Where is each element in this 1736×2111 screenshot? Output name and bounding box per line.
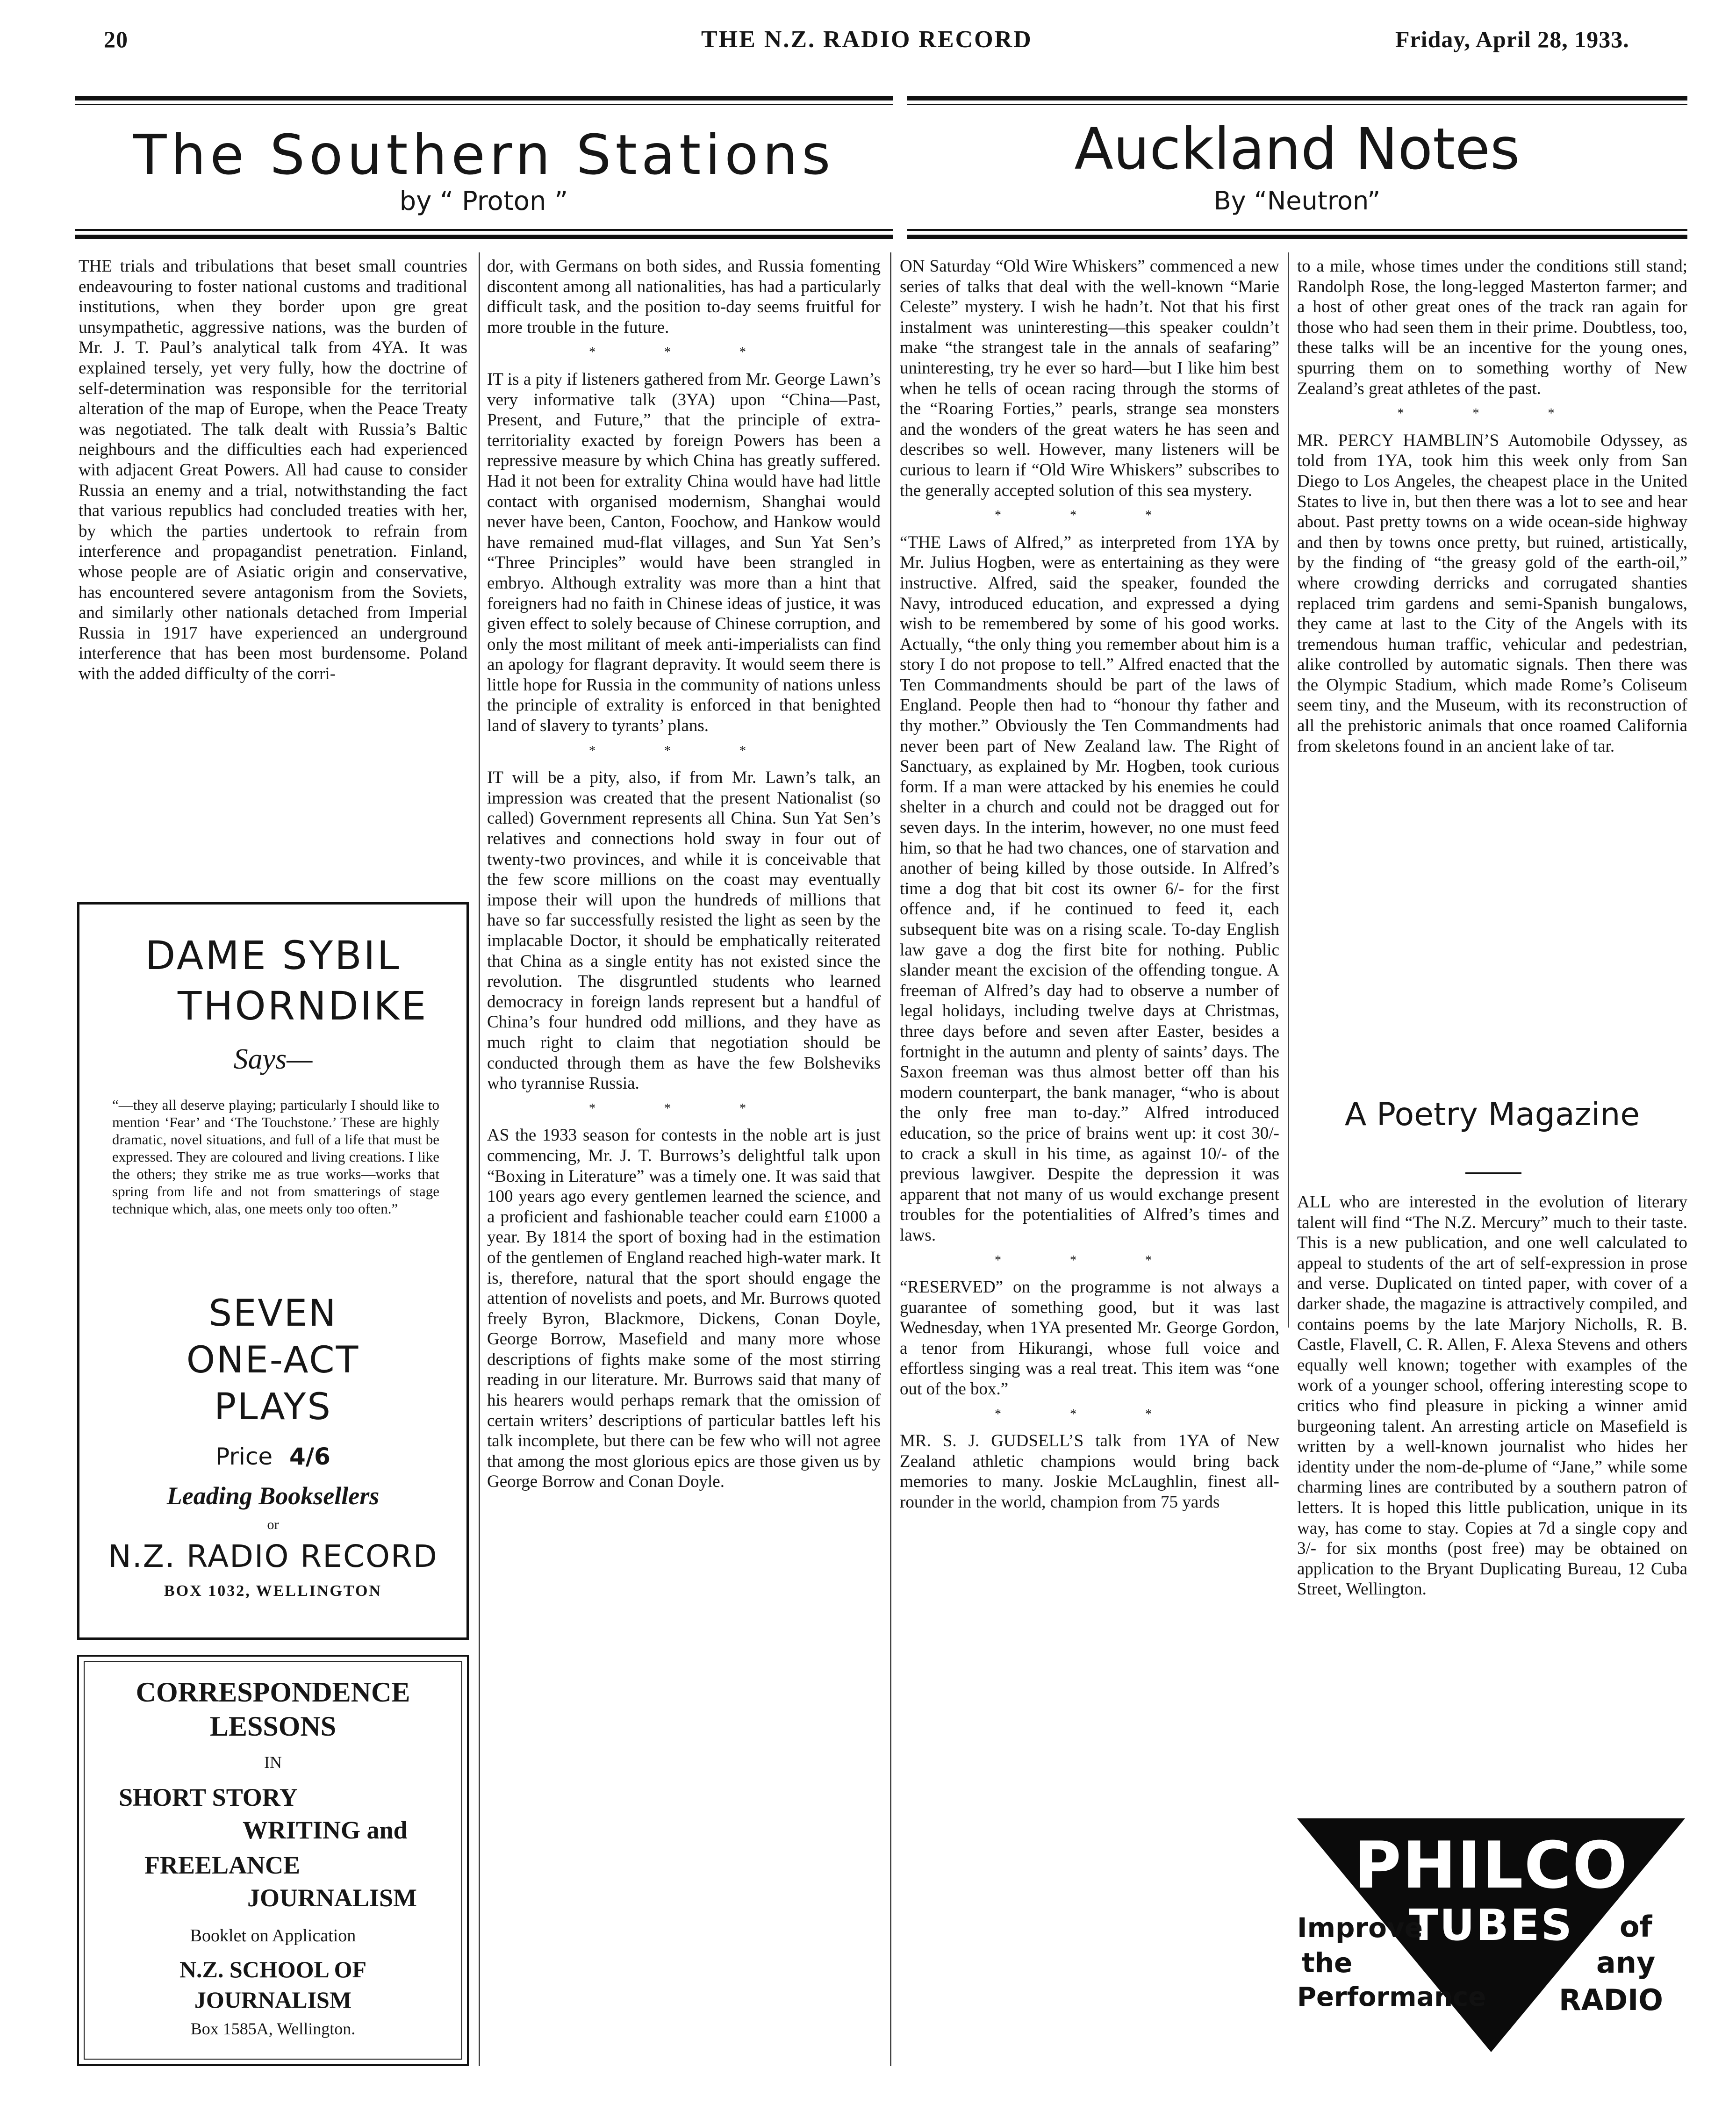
ad-booklet: Booklet on Application <box>190 1926 356 1946</box>
article-paragraph: IT will be a pity, also, if from Mr. Lawn’s talk, an impression was created that the present Nationalist (so called) Government represents all China. Sun Yat Sen’s relatives and connections hold sway in four out of twenty-two provinces, and while it is conceivable that the few score millions on the coast may eventually impose their will upon the hundreds of millions that have so far successfully resisted the light as seen by the implacable Doctor, it should be emphatically reiterated that China as a single entity has not existed since the revolution. The disgruntled students who learned democracy in foreign lands represent but a handful of China’s four hundred odd millions, and they have as much right to claim that negotiation should be conducted through them as have the few Bolsheviks who tyrannise Russia. <box>487 768 881 1093</box>
title-rule-right-thick <box>907 235 1687 239</box>
column-divider-2 <box>890 252 891 2066</box>
column-2-article <box>487 256 881 2065</box>
southern-stations-title: The Southern Stations <box>133 122 835 187</box>
ad-quote: “—they all deserve playing; particularly I should like to mention ‘Fear’ and ‘The Touchstone.’ These are highly dramatic, novel situations, and full of a life that must be expressed. They are coloured and living creations. I like the others; they strike me as true works—works that spring from life and not from smatterings of stage technique which, alas, one meets only too often.” <box>112 1097 439 1217</box>
poetry-title-rule <box>1465 1172 1521 1174</box>
separator-stars: * * * <box>995 1407 1184 1422</box>
thorndike-advertisement <box>77 902 469 1640</box>
ad-school-name: N.Z. SCHOOL OF <box>179 1956 367 1982</box>
title-rule-left <box>75 229 893 231</box>
issue-date: Friday, April 28, 1933. <box>1395 26 1629 52</box>
article-paragraph: THE trials and tribulations that beset small countries endeavouring to foster national customs and traditional institutions, when they border upon gre great unsympathetic, aggressive nations, was the burden of Mr. J. T. Paul’s analytical talk from 4YA. It was explained tersely, yet very fully, how the doctrine of self-determination was responsible for the territorial alteration of the map of Europe, when the Peace Treaty was negotiated. The talk dealt with Russia’s Baltic neighbours and the difficulties each had experienced with adjacent Great Powers. All had cause to consider Russia an enemy and a trial, notwithstanding the fact that various republics had concluded treaties with her, by which the parties undertook to refrain from interference and propagandist penetration. Finland, whose people are of Asiatic origin and conservative, has encountered severe antagonism from the Soviets, and similarly other nationals detached from Imperial Russia in 1917 have experienced an underground interference that has been most burdensome. Poland with the added difficulty of the corri- <box>79 257 467 683</box>
column-divider-3 <box>1288 252 1289 1328</box>
article-paragraph: ALL who are interested in the evolution of literary talent will find “The N.Z. Mercury” much to their taste. This is a new publication, and one well calculated to appeal to students of the art of self-expression in prose and verse. Duplicated on tinted paper, with cover of a darker shade, the magazine is attractively compiled, and contains poems by the late Marjory Nicholls, R. B. Castle, Flavell, C. R. Allen, F. Alexa Stevens and others equally well known; together with examples of the work of a younger school, offering interesting scope to critics who find pleasure in picking a winner amid burgeoning talent. An arresting article on Masefield is written by a well-known journalist who hides her identity under the nom-de-plume of “Jane,” while some charming lines are contributed by a southern patron of letters. It is hoped this little publication, unique in its way, has come to stay. Copies at 7d a single copy and 3/- for six months (post free) may be obtained on application to the Bryant Duplicating Bureau, 12 Cuba Street, Wellington. <box>1297 1192 1687 1599</box>
philco-performance: Performance <box>1297 1982 1486 2012</box>
philco-advertisement <box>1297 1818 1685 2061</box>
separator-stars: * * * <box>995 508 1184 523</box>
ad-seven: SEVEN <box>208 1292 337 1335</box>
column-1-article <box>79 256 467 920</box>
article-paragraph: MR. S. J. GUDSELL’S talk from 1YA of New Zealand athletic champions would bring back memories to many. Joskie McLaughlin, finest all-rounder in the world, champion from 75 yards <box>900 1431 1279 1512</box>
title-rule-right <box>907 229 1687 231</box>
philco-the: the <box>1302 1947 1353 1979</box>
ad-or: or <box>267 1517 279 1532</box>
column-4-article <box>1297 256 1687 1107</box>
ad-dame-sybil: DAME SYBIL <box>145 933 401 978</box>
ad-booksellers: Leading Booksellers <box>166 1482 380 1510</box>
auckland-notes-title: Auckland Notes <box>1074 116 1520 182</box>
ad-writing-and: WRITING and <box>243 1816 408 1844</box>
ad-says: Says— <box>233 1043 313 1075</box>
ad-address: BOX 1032, WELLINGTON <box>164 1582 382 1600</box>
top-rule-right <box>907 96 1687 101</box>
ad-price <box>79 1443 466 1470</box>
article-paragraph: ON Saturday “Old Wire Whiskers” commenced a new series of talks that deal with the well-known “Marie Celeste” mystery. I wish he hadn’t. Not that his first instalment was uninteresting—this speaker couldn’t make “the strangest tale in the annals of seafaring” uninteresting, try he ever so hard—but I like him best when he tells of ocean racing through the storms of the “Roaring Forties,” pearls, strange sea monsters and the wonders of the great waters he has seen and describes so well. However, many listeners will be curious to learn if “Old Wire Whiskers” subscribes to the generally accepted solution of this sea mystery. <box>900 257 1279 500</box>
ad-freelance: FREELANCE <box>144 1851 301 1879</box>
poetry-magazine-article <box>1297 1192 1687 1800</box>
top-rule-left <box>75 96 893 101</box>
ad-one-act: ONE-ACT <box>186 1339 360 1381</box>
poetry-magazine-title: A Poetry Magazine <box>1344 1096 1640 1133</box>
article-paragraph: AS the 1933 season for contests in the noble art is just commencing, Mr. J. T. Burrows’s delightful talk upon “Boxing in Literature” was a timely one. It was said that 100 years ago every gentlemen learned the science, and a proficient and fashionable teacher could earn £1000 a year. By 1814 the sport of boxing had in the estimation of the gentlemen of England reached high-water mark. It is, therefore, natural that the sport should engage the attention of novelists and poets, and Mr. Burrows quoted freely Byron, Blackmore, Dickens, Conan Doyle, George Borrow, Masefield and many more whose descriptions of fights make some of the most stirring reading in our literature. Mr. Burrows said that many of his hearers would perhaps remark that the omission of certain writers’ descriptions of particular battles left his talk incomplete, but there can be few who will not agree that among the most glorious epics are those given us by George Borrow and Conan Doyle. <box>487 1126 881 1492</box>
ad-journalism: JOURNALISM <box>247 1884 417 1912</box>
ad-radio-record: N.Z. RADIO RECORD <box>108 1538 438 1574</box>
article-paragraph: dor, with Germans on both sides, and Russia fomenting discontent among all nationalities, has had a particularly difficult task, and the position to-day seems fruitful for more trouble in the future. <box>487 257 881 337</box>
ad-plays: PLAYS <box>214 1386 332 1428</box>
article-paragraph: IT is a pity if listeners gathered from Mr. George Lawn’s very informative talk (3YA) upon “China—Past, Present, and Future,” that the principle of extra-territoriality exacted by foreign Powers has been a repressive measure by which China has greatly suffered. Had it not been for extrality China would have had little contact with organised modernism, Shanghai would never have been, Canton, Foochow, and Hankow would have remained mud-flat villages, and Sun Yat Sen’s “Three Principles” would have been strangled in embryo. Although extrality was more than a hint that foreigners had no faith in Chinese ideas of justice, it was given effect to solely because of Chinese corruption, and only the most militant of meek anti-imperialists can find an apology for flagrant depravity. It would seem there is little hope for Russia in the community of nations unless the principle of extrality is enforced in that benighted land of slavery to tyrants’ plans. <box>487 369 881 736</box>
top-rule-left-thin <box>75 104 893 105</box>
article-paragraph: “RESERVED” on the programme is not always a guarantee of something good, but it was last Wednesday, when 1YA presented Mr. George Gordon, a tenor from Hikurangi, whose full voice and effortless singing was a real treat. This item was “one out of the box.” <box>900 1278 1279 1399</box>
ad-school-journalism: JOURNALISM <box>194 1987 352 2013</box>
southern-stations-byline: by “ Proton ” <box>399 186 568 216</box>
correspondence-advertisement <box>77 1655 469 2066</box>
philco-improve: Improve <box>1297 1912 1423 1944</box>
top-rule-right-thin <box>907 104 1687 105</box>
ad-correspondence: CORRESPONDENCE <box>136 1677 410 1708</box>
ad-school-box: Box 1585A, Wellington. <box>190 2019 356 2038</box>
separator-stars: * * * <box>1397 406 1587 421</box>
ad-thorndike: THORNDIKE <box>178 983 428 1029</box>
philco-tubes: TUBES <box>1409 1900 1573 1950</box>
philco-radio: RADIO <box>1559 1983 1663 2017</box>
column-3-article <box>900 256 1279 2065</box>
separator-stars: * * * <box>589 1101 779 1116</box>
philco-any: any <box>1596 1946 1656 1980</box>
separator-stars: * * * <box>995 1253 1184 1268</box>
publication-name: THE N.Z. RADIO RECORD <box>701 26 1033 53</box>
ad-in: IN <box>264 1753 282 1772</box>
philco-brand: PHILCO <box>1354 1828 1628 1903</box>
page-number: 20 <box>104 26 128 52</box>
ad-short-story: SHORT STORY <box>119 1783 298 1811</box>
article-paragraph: to a mile, whose times under the conditions still stand; Randolph Rose, the long-legged Masterton farmer; and a host of other great ones of the track ran again for those who had seen them in their prime. Doubtless, too, these talks will be an incentive for the young ones, spurring them on to something worthy of New Zealand’s great athletes of the past. <box>1297 257 1687 398</box>
separator-stars: * * * <box>589 345 779 360</box>
article-paragraph: MR. PERCY HAMBLIN’S Automobile Odyssey, as told from 1YA, took him this week only from San Diego to Los Angeles, the cheapest place in the United States to live in, but then there was a lot to see and hear about. Past pretty towns on a wide ocean-side highway and then by towns once pretty, but ruined, artistically, by the finding of “the greasy gold of the earth-oil,” where crowding derricks and corrugated shanties replaced trim gardens and semi-Spanish bungalows, they came at last to the City of the Angels with its tremendous human traffic, vehicular and pedestrian, alike controlled by automatic signals. Then there was the Olympic Stadium, which made Rome’s Coliseum seem tiny, and the Museum, with its reconstruction of all the prehistoric animals that once roamed California from skeletons found in an ancient lake of tar. <box>1297 431 1687 756</box>
philco-of: of <box>1620 1910 1652 1944</box>
title-rule-left-thick <box>75 235 893 239</box>
auckland-notes-byline: By “Neutron” <box>1213 186 1381 215</box>
separator-stars: * * * <box>589 743 779 758</box>
ad-price-label: Price <box>215 1443 273 1470</box>
ad-price-value: 4/6 <box>289 1443 330 1470</box>
ad-lessons: LESSONS <box>209 1711 337 1742</box>
column-divider-1 <box>479 252 480 2066</box>
article-paragraph: “THE Laws of Alfred,” as interpreted from 1YA by Mr. Julius Hogben, were as entertaining as they were instructive. Alfred, said the speaker, founded the Navy, introduced education, and expressed a dying wish to be remembered by some of his good works. Actually, “the only thing you remember about him is a story I do not propose to tell.” Alfred enacted that the Ten Commandments should be part of the laws of England. People then had to “honour thy father and thy mother.” Obviously the Ten Commandments had never been part of New Zealand law. The Right of Sanctuary, as explained by Mr. Hogben, took curious form. If a man were attacked by his enemies he could shelter in a church and could not be dragged out for seven days. In the interim, however, no one must feed him, so that he had two chances, one of starvation and another of being killed by those outside. In Alfred’s time a dog that bit cost its owner 6/- for the first offence and, if he continued to feed it, each subsequent bite was on a rising scale. To-day English law gave a dog the first bite for nothing. Public slander meant the excision of the offending tongue. A freeman of Alfred’s day had to observe a number of legal holidays, including twelve days at Christmas, three days before and seven after Easter, besides a fortnight in the autumn and plenty of saints’ days. The Saxon freeman was thus almost better off than his modern counterpart, the bank manager, “who is about the only free man to-day.” Alfred introduced education, so the price of brains went up: it cost 30/- to crack a skull in his time, as against 10/- of the previous lawgiver. Despite the depression it was apparent that not many of us would exchange present troubles for the potentialities of Alfred’s times and laws. <box>900 532 1279 1245</box>
